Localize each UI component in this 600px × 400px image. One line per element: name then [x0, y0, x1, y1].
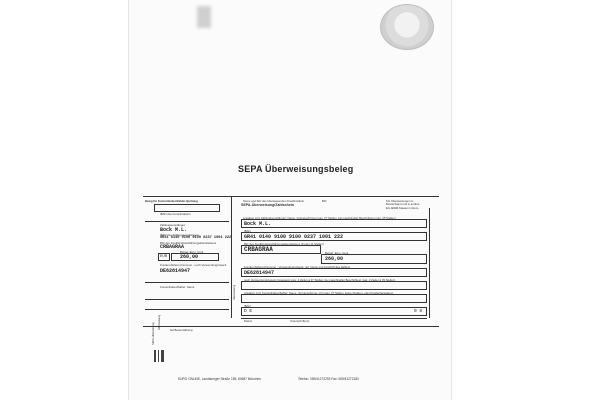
left-rule-1	[145, 221, 229, 222]
bottom-label: bei Bareinzahlung	[170, 328, 193, 332]
left-rule-3	[145, 299, 229, 300]
right-edge-rule	[429, 208, 430, 318]
footer-phone: Telefon: 089/41272293 Fax: 089/41272180	[298, 377, 359, 381]
form-bottom-rule	[143, 326, 439, 327]
right-bic: CRBAGRAA	[244, 246, 273, 253]
left-bic: CRBAGRAA	[160, 244, 185, 250]
right-bic-short-label: BIC	[322, 199, 327, 203]
right-payer-label: Angaben zum Kontoinhaber/Zahler: Name, Vorname/Firma, Ort (max. 27 Stellen, keine Straßen- oder Postfachangaben)	[244, 291, 394, 295]
right-iban-prefix: D E	[244, 309, 253, 314]
column-divider	[231, 196, 232, 318]
right-signature-rule	[241, 318, 427, 319]
right-signature-label: Unterschrift(en)	[290, 319, 310, 323]
right-iban-payer-field	[241, 307, 427, 316]
qr-code-graphic	[154, 350, 164, 362]
right-side-label: Überweisung	[233, 284, 236, 300]
left-amount-label: Betrag: Euro, Cent	[180, 250, 204, 254]
right-reference: DE62814947	[244, 269, 275, 276]
right-iban-payer-label: IBAN	[244, 304, 251, 308]
left-header: Beleg für Kontoinhaber/Zahler-Quittung	[145, 199, 198, 203]
left-bic-label: BIC des Kreditinstituts/Zahlungsdienstleisters	[160, 241, 217, 245]
left-reference-label: Kunden-Referenznummer - noch Verwendungszweck	[160, 263, 227, 267]
right-top-note: Für Überweisungen in Deutschland und in andere EU-/EWR-Staaten in Euro.	[386, 199, 420, 210]
right-instruction: Angaben zum Zahlungsempfänger: Name, Vorname/Firma (max. 27 Stellen, bei maschineller Beschriftung max. 35 Stellen)	[243, 216, 396, 220]
footer-address: EURO ONLINE, Landsberger Straße 155, 80687 München	[178, 377, 261, 381]
right-bic-label: BIC des Kreditinstituts/Zahlungsdienstleisters (8 oder 11 Stellen)	[244, 242, 324, 246]
right-date-label: Datum	[244, 319, 253, 323]
left-iban-field	[154, 204, 220, 212]
form-top-rule	[143, 196, 439, 197]
right-code: 0 8	[414, 309, 423, 314]
right-beneficiary: Bock M.L.	[244, 221, 272, 227]
right-amount-label: Betrag: Euro, Cent	[325, 251, 349, 255]
right-amount: 260,00	[325, 256, 344, 262]
right-extra-field	[241, 281, 427, 290]
left-payer-label: Kontoinhaber/Zahler: Name	[160, 285, 195, 289]
left-beneficiary-label: Zahlungsempfänger	[160, 223, 185, 227]
right-payer-field	[241, 294, 427, 303]
right-header: SEPA-Überweisung/Zahlschein	[241, 203, 295, 207]
left-amount: 260,00	[180, 254, 199, 260]
left-currency: EUR	[160, 255, 168, 259]
left-side-label: SEPA-Überweisung	[152, 322, 155, 345]
left-side-label-2: Überweisung	[158, 314, 161, 330]
document-title: SEPA Überweisungsbeleg	[238, 164, 354, 174]
left-iban-beneficiary: GR41 0140 9100 9100 0237 1001 222	[160, 236, 232, 240]
right-bank-label: Name und Sitz des überweisenden Kreditinstituts	[243, 199, 304, 203]
left-rule-4	[145, 309, 229, 310]
left-rule-2	[145, 282, 229, 283]
right-iban: GR41 0140 9100 9100 0237 1001 222	[244, 233, 344, 240]
right-beneficiary-sub: IBAN	[244, 229, 251, 233]
redacted-mark	[197, 6, 211, 28]
right-reference-label: Kunden-Referenznummer - Verwendungszweck, ggf. Name und Anschrift des Zahlers	[244, 265, 351, 269]
left-iban-label: IBAN des Kontoinhabers	[160, 212, 191, 216]
left-beneficiary: Bock M.L.	[160, 227, 188, 233]
left-iban-beneficiary-label: IBAN des Zahlungsempfängers	[160, 233, 199, 237]
left-reference: DE62814947	[160, 268, 191, 274]
right-extra-label: noch Verwendungszweck (insgesamt max. 2 Zeilen à 27 Stellen, bei maschineller Beschriftung max. 2 Zeilen à 35 Stellen)	[244, 278, 396, 282]
stamp-seal	[380, 4, 434, 50]
